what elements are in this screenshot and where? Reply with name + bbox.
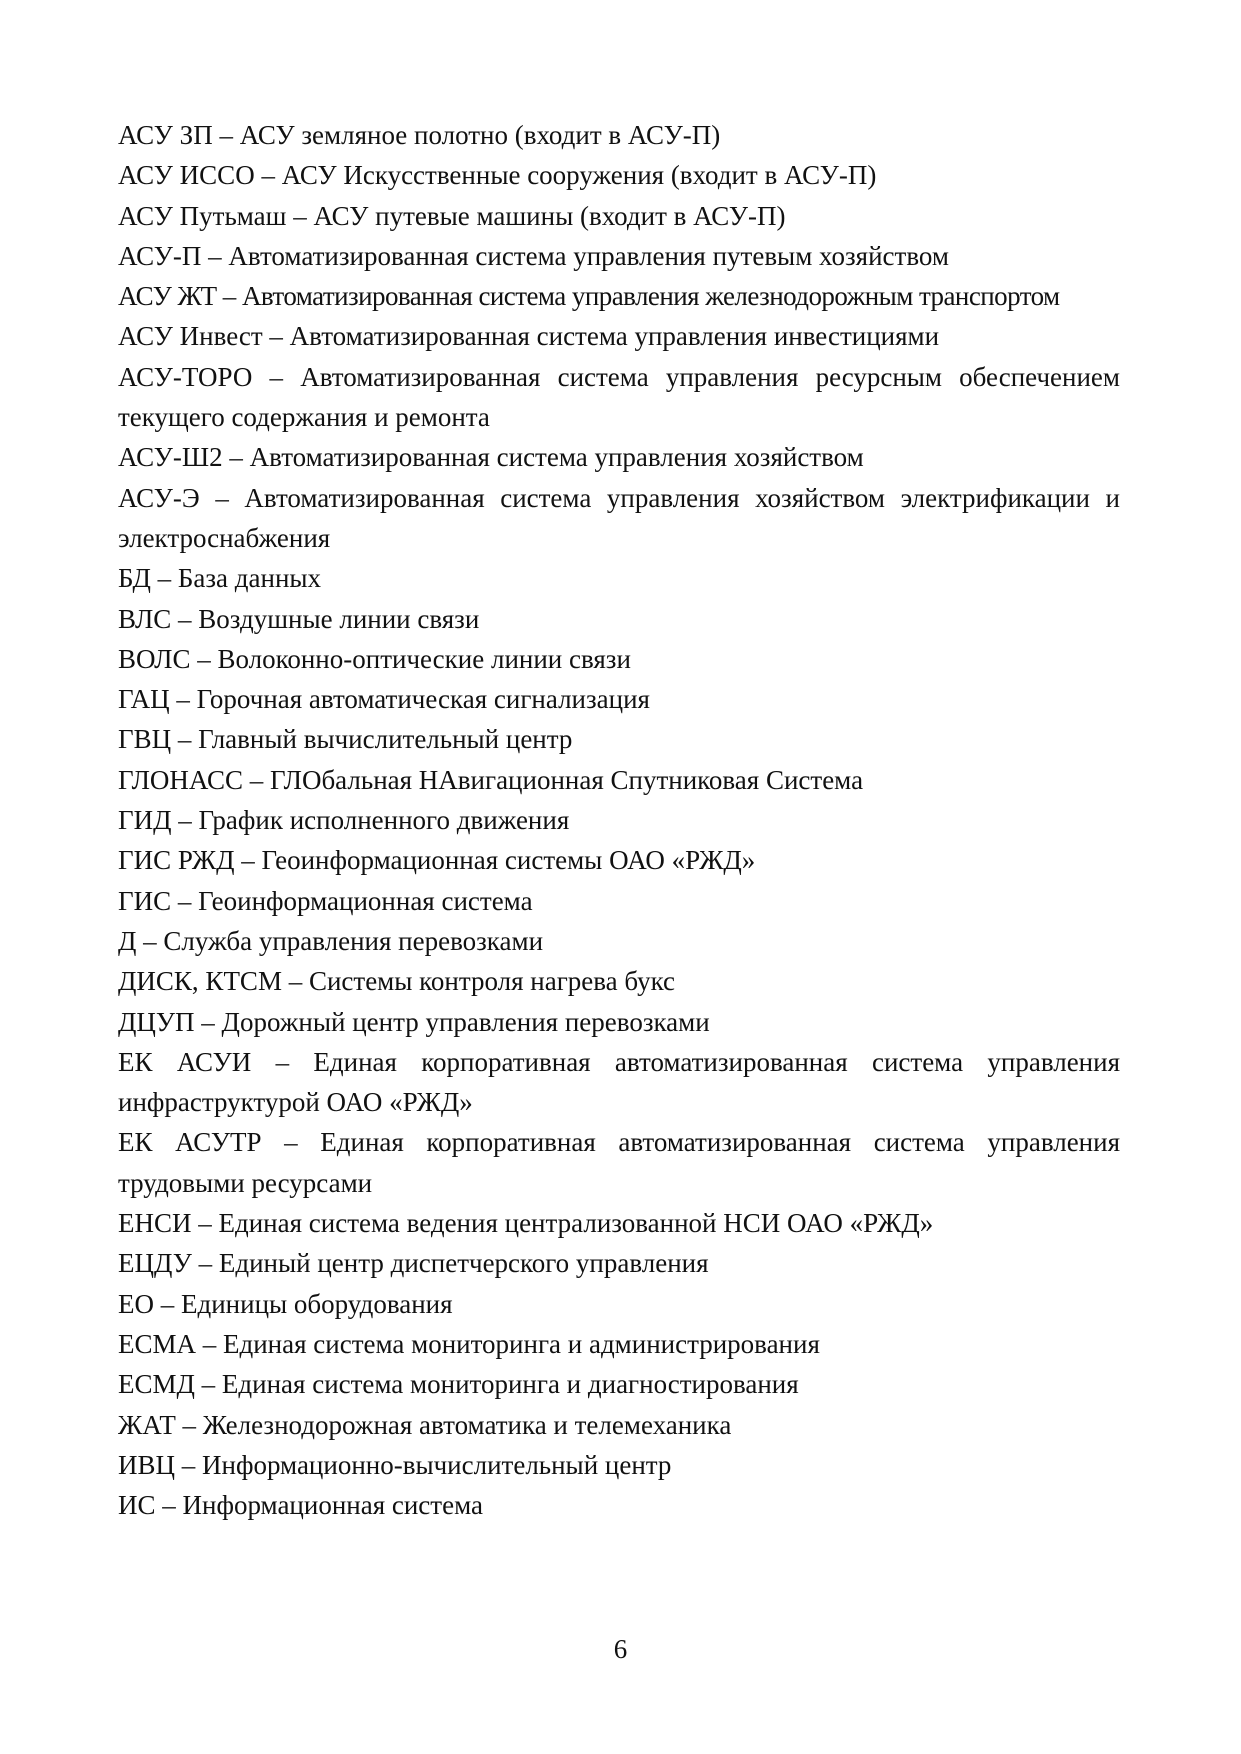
- abbreviation-entry: ЕК АСУИ – Единая корпоративная автоматизированная система управления инфраструктурой ОАО «РЖД»: [118, 1046, 1120, 1118]
- abbreviation-entry: ЕСМД – Единая система мониторинга и диагностирования: [118, 1369, 799, 1400]
- abbreviation-list: [118, 115, 1120, 1525]
- abbreviation-entry: Д – Служба управления перевозками: [118, 925, 544, 956]
- abbreviation-entry: ГИС РЖД – Геоинформационная системы ОАО «РЖД»: [118, 845, 756, 876]
- abbreviation-entry: ВОЛС – Волоконно-оптические линии связи: [118, 643, 631, 674]
- abbreviation-entry: ЕЦДУ – Единый центр диспетчерского управления: [118, 1248, 709, 1279]
- abbreviation-entry: АСУ-Ш2 – Автоматизированная система управления хозяйством: [118, 442, 864, 473]
- abbreviation-entry: ИС – Информационная система: [118, 1490, 483, 1521]
- abbreviation-entry: ЖАТ – Железнодорожная автоматика и телемеханика: [118, 1409, 732, 1440]
- abbreviation-entry: ЕО – Единицы оборудования: [118, 1288, 453, 1319]
- abbreviation-entry: АСУ ИССО – АСУ Искусственные сооружения (входит в АСУ-П): [118, 160, 877, 191]
- abbreviation-entry: АСУ Инвест – Автоматизированная система управления инвестициями: [118, 321, 940, 352]
- abbreviation-entry: АСУ Путьмаш – АСУ путевые машины (входит в АСУ-П): [118, 200, 786, 231]
- abbreviation-entry: АСУ ЗП – АСУ земляное полотно (входит в АСУ-П): [118, 120, 721, 150]
- abbreviation-entry: ВЛС – Воздушные линии связи: [118, 603, 480, 634]
- abbreviation-entry: ИВЦ – Информационно-вычислительный центр: [118, 1449, 672, 1480]
- abbreviation-entry: ГВЦ – Главный вычислительный центр: [118, 724, 573, 755]
- abbreviation-entry: ГИД – График исполненного движения: [118, 805, 570, 836]
- abbreviation-entry: АСУ-Э – Автоматизированная система управления хозяйством электрификации и электроснабжения: [118, 482, 1120, 553]
- abbreviation-entry: ГЛОНАСС – ГЛОбальная НАвигационная Спутниковая Система: [118, 764, 864, 795]
- abbreviation-entry: ДИСК, КТСМ – Системы контроля нагрева букс: [118, 966, 676, 997]
- abbreviation-entry: ГАЦ – Горочная автоматическая сигнализация: [118, 684, 650, 715]
- abbreviation-entry: ЕСМА – Единая система мониторинга и администрирования: [118, 1328, 820, 1359]
- abbreviation-entry: АСУ-ТОРО – Автоматизированная система управления ресурсным обеспечением текущего содержания и ремонта: [118, 361, 1120, 433]
- abbreviation-entry: ДЦУП – Дорожный центр управления перевозками: [118, 1006, 710, 1037]
- page-number: 6: [613, 1634, 628, 1664]
- abbreviation-entry: ГИС – Геоинформационная система: [118, 885, 533, 916]
- abbreviation-entry: АСУ-П – Автоматизированная система управления путевым хозяйством: [118, 240, 949, 271]
- abbreviation-entry: АСУ ЖТ – Автоматизированная система управления железнодорожным транспортом: [118, 281, 1060, 312]
- abbreviation-entry: БД – База данных: [118, 563, 322, 594]
- abbreviation-entry: ЕНСИ – Единая система ведения централизованной НСИ ОАО «РЖД»: [118, 1208, 934, 1239]
- abbreviation-entry: ЕК АСУТР – Единая корпоративная автоматизированная система управления трудовыми ресурсами: [118, 1127, 1120, 1198]
